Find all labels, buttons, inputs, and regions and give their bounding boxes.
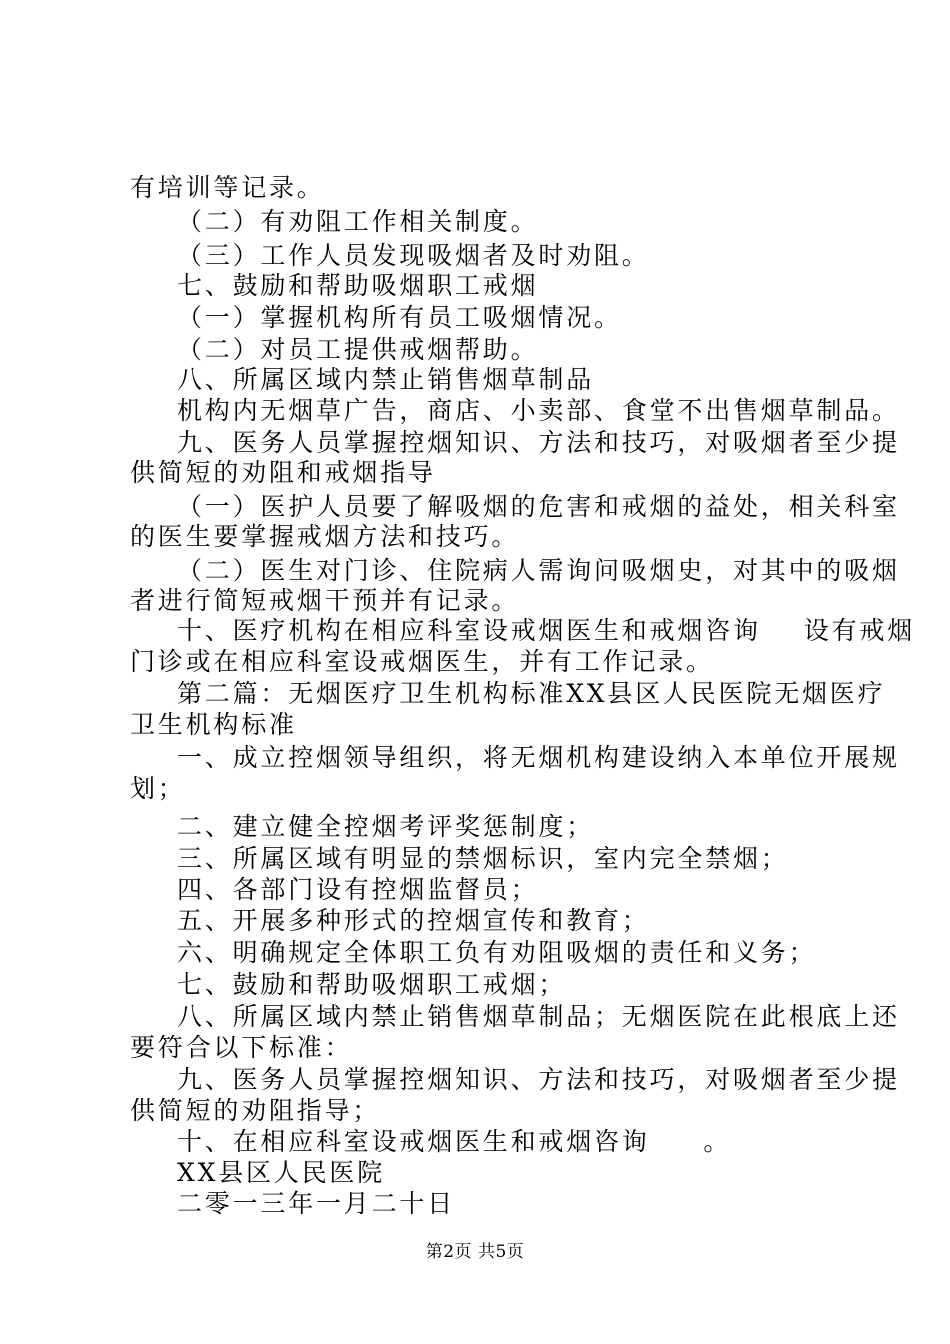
body-line: （三）工作人员发现吸烟者及时劝阻。 [177,241,650,270]
section-heading: 九、医务人员掌握控烟知识、方法和技巧，对吸烟者至少提 [177,428,900,457]
list-item: 十、在相应科室设戒烟医生和戒烟咨询 。 [177,1127,732,1156]
list-item: 划； [130,774,186,803]
chapter-title: 卫生机构标准 [130,710,297,739]
list-item: 四、各部门设有控烟监督员； [177,875,539,904]
section-heading: 八、所属区域内禁止销售烟草制品 [177,365,595,394]
body-line: 的医生要掌握戒烟方法和技巧。 [130,522,520,551]
body-line: 门诊或在相应科室设戒烟医生，并有工作记录。 [130,647,714,676]
body-line: 机构内无烟草广告，商店、小卖部、食堂不出售烟草制品。 [177,396,900,425]
signature-organization: XX县区人民医院 [177,1158,385,1187]
section-heading: 供简短的劝阻和戒烟指导 [130,458,436,487]
body-line: （一）掌握机构所有员工吸烟情况。 [177,303,622,332]
list-item: 六、明确规定全体职工负有劝阻吸烟的责任和义务； [177,938,817,967]
body-line: 有培训等记录。 [130,173,325,202]
list-item: 八、所属区域内禁止销售烟草制品；无烟医院在此根底上还 [177,1002,900,1031]
list-item: 二、建立健全控烟考评奖惩制度； [177,812,595,841]
signature-date: 二零一三年一月二十日 [177,1189,456,1218]
list-item: 要符合以下标准： [130,1033,353,1062]
body-line: 者进行简短戒烟干预并有记录。 [130,586,520,615]
chapter-title: 第二篇：无烟医疗卫生机构标准XX县区人民医院无烟医疗 [177,679,886,708]
body-line: （一）医护人员要了解吸烟的危害和戒烟的益处，相关科室 [177,492,900,521]
list-item: 五、开展多种形式的控烟宣传和教育； [177,906,650,935]
body-line: （二）对员工提供戒烟帮助。 [177,335,539,364]
section-heading: 七、鼓励和帮助吸烟职工戒烟 [177,271,539,300]
list-item: 九、医务人员掌握控烟知识、方法和技巧，对吸烟者至少提 [177,1065,900,1094]
section-heading: 十、医疗机构在相应科室设戒烟医生和戒烟咨询 设有戒烟 [177,616,915,645]
list-item: 供简短的劝阻指导； [130,1096,381,1125]
list-item: 七、鼓励和帮助吸烟职工戒烟； [177,970,567,999]
list-item: 三、所属区域有明显的禁烟标识，室内完全禁烟； [177,844,789,873]
page-footer: 第2页 共5页 [425,1242,525,1262]
body-line: （二）有劝阻工作相关制度。 [177,207,539,236]
body-line: （二）医生对门诊、住院病人需询问吸烟史，对其中的吸烟 [177,556,900,585]
list-item: 一、成立控烟领导组织，将无烟机构建设纳入本单位开展规 [177,743,900,772]
